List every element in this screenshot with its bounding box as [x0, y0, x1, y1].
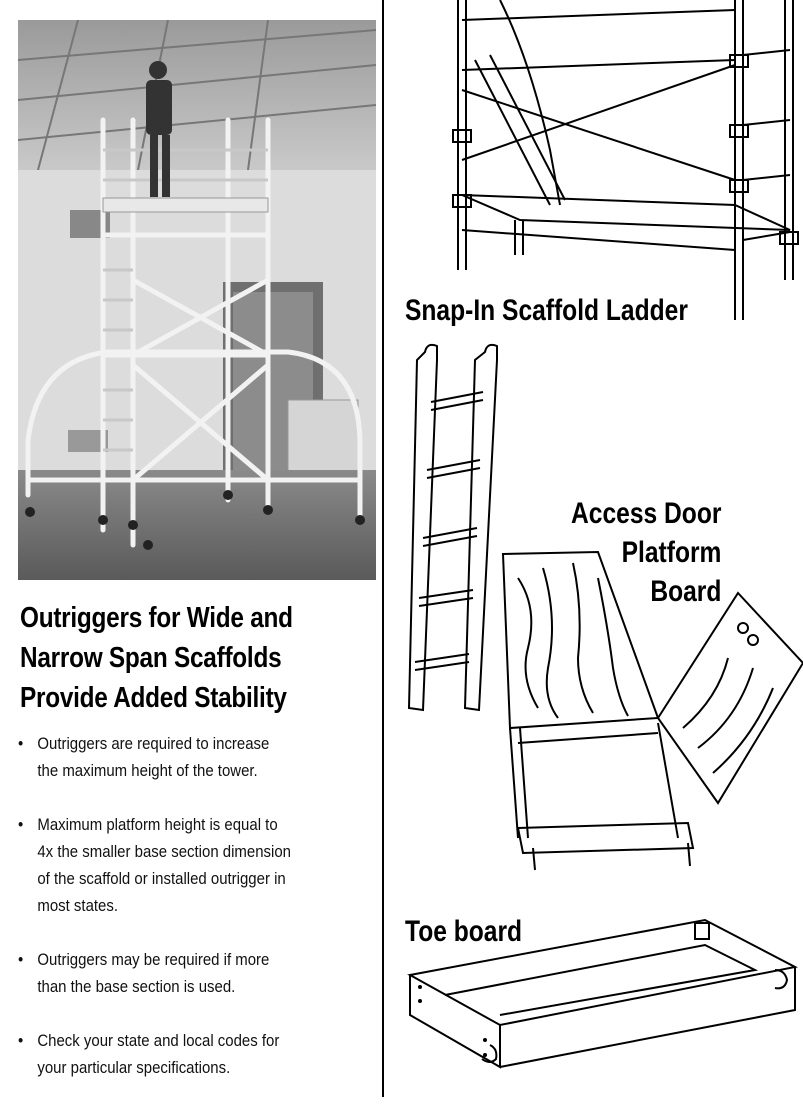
access-door-label-line: Platform — [621, 536, 721, 569]
heading-line: Narrow Span Scaffolds — [20, 642, 282, 674]
access-door-label-line: Access Door — [570, 497, 721, 530]
list-item — [18, 946, 354, 1000]
section-heading — [20, 598, 373, 718]
bullet-marker: • — [18, 815, 24, 834]
list-item-text: Maximum platform height is equal to 4x the smaller base section dimension of the scaffold or installed outrigger in most states. — [37, 815, 291, 915]
snap-in-ladder-drawing — [395, 340, 515, 715]
toe-board-drawing — [405, 915, 803, 1085]
bullet-marker: • — [18, 734, 24, 753]
list-item-text: Outriggers may be required if more than the base section is used. — [37, 950, 270, 996]
bullet-marker: • — [18, 950, 24, 969]
list-item — [18, 1027, 354, 1081]
list-item-text: Check your state and local codes for your particular specifications. — [37, 1031, 280, 1077]
outrigger-notes-list — [18, 730, 368, 1108]
heading-line: Outriggers for Wide and — [20, 602, 293, 634]
heading-line: Provide Added Stability — [20, 682, 287, 714]
toe-board-label: Toe board — [405, 915, 523, 948]
scaffold-frame-drawing — [440, 0, 803, 330]
snap-in-ladder-label: Snap-In Scaffold Ladder — [405, 294, 688, 327]
access-door-label-line: Board — [649, 575, 721, 608]
list-item-text: Outriggers are required to increase the maximum height of the tower. — [37, 734, 270, 780]
list-item — [18, 730, 354, 784]
access-door-platform-drawing — [498, 548, 803, 873]
list-item — [18, 811, 354, 919]
column-divider — [382, 0, 384, 1097]
scaffold-outrigger-photo — [18, 20, 376, 580]
bullet-marker: • — [18, 1031, 24, 1050]
